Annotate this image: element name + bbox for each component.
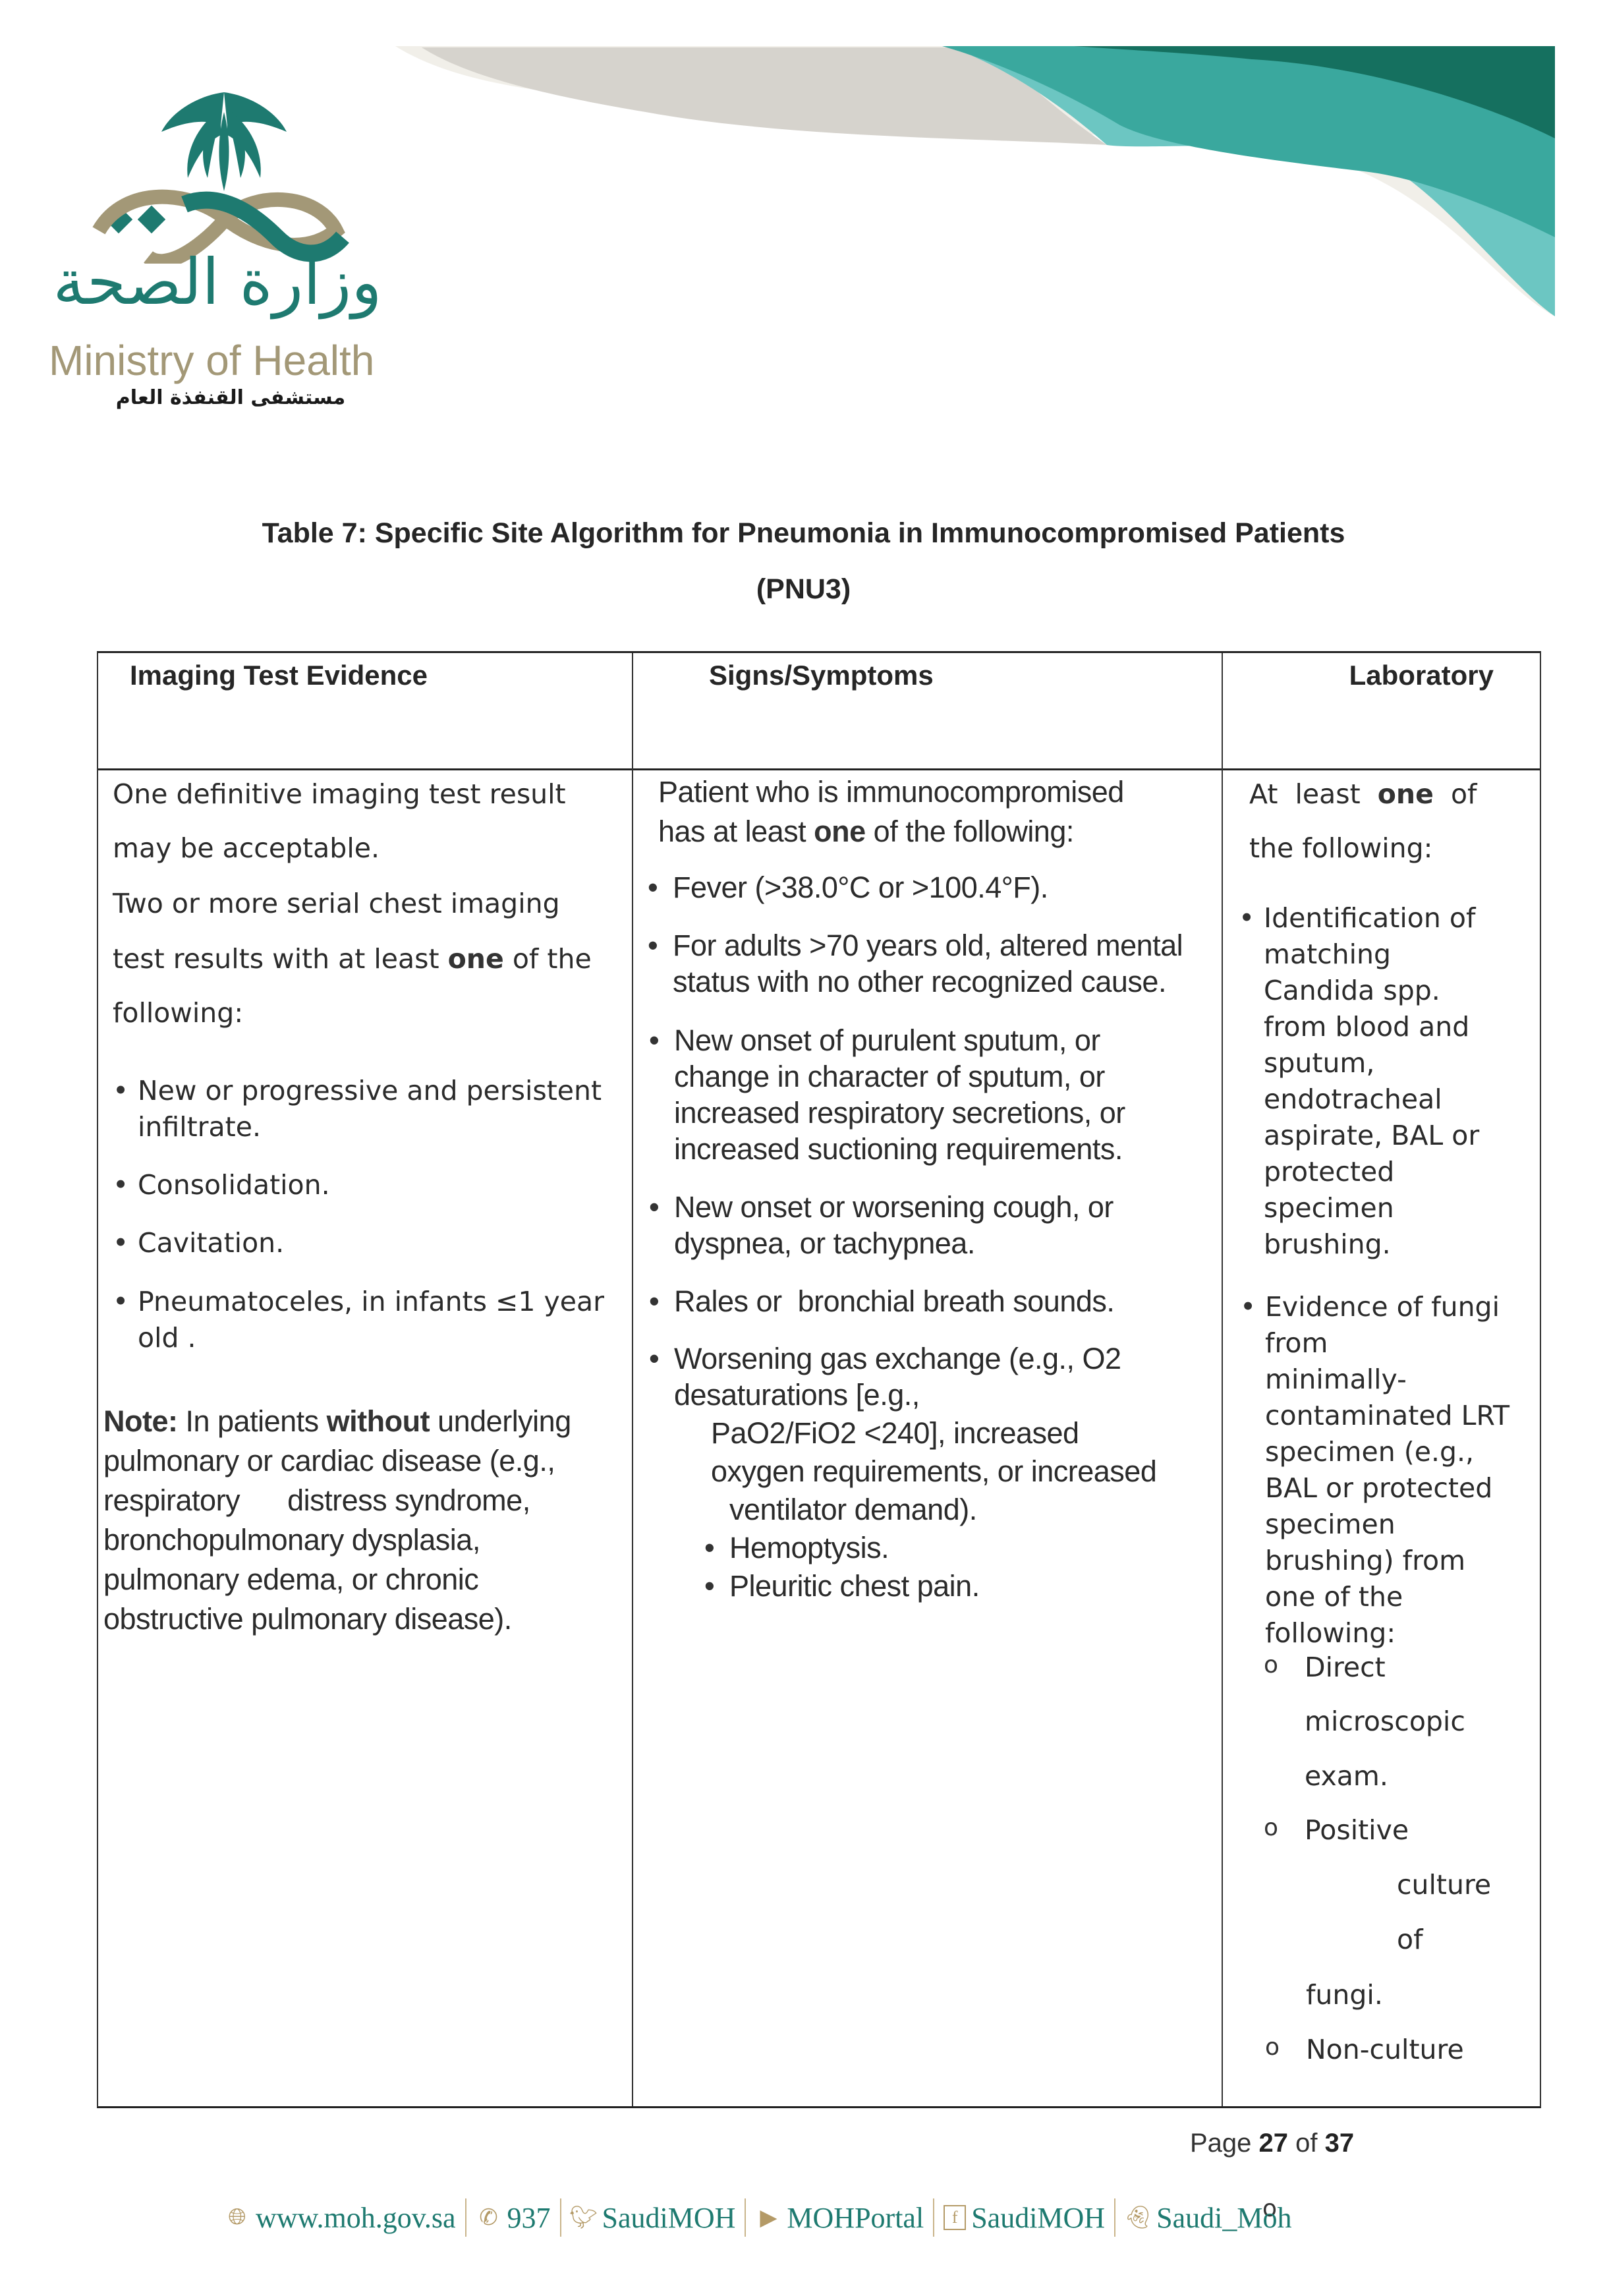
text: of the following: bbox=[865, 815, 1074, 848]
imaging-intro-line: One definitive imaging test result bbox=[113, 778, 566, 810]
lab-bullet-cont: endotracheal bbox=[1264, 1083, 1442, 1115]
lab-bullet-cont: protected bbox=[1264, 1156, 1395, 1188]
signs-bullet-cont: ventilator demand). bbox=[729, 1493, 977, 1526]
text: underlying bbox=[430, 1404, 571, 1438]
footer-snapchat[interactable] bbox=[1125, 2201, 1291, 2235]
text: 937 bbox=[507, 2201, 551, 2234]
lab-bullet-cont: from bbox=[1265, 1327, 1328, 1359]
note-line: obstructive pulmonary disease). bbox=[103, 1602, 512, 1636]
lab-bullet-cont: one of the bbox=[1265, 1581, 1403, 1613]
lab-bullet: • Evidence of fungi bbox=[1265, 1291, 1500, 1323]
facebook-icon: f bbox=[944, 2205, 966, 2230]
note-line: bronchopulmonary dysplasia, bbox=[103, 1523, 480, 1557]
signs-bullet: • New onset or worsening cough, or bbox=[674, 1190, 1114, 1224]
footer-phone[interactable] bbox=[476, 2201, 551, 2235]
lab-intro-line bbox=[1249, 778, 1477, 810]
text: At least bbox=[1249, 778, 1378, 810]
signs-bullet-cont: PaO2/FiO2 <240], increased bbox=[711, 1416, 1079, 1450]
imaging-bullet-cont: old . bbox=[138, 1322, 196, 1354]
text: of bbox=[1433, 778, 1477, 810]
signs-bullet: • For adults >70 years old, altered mental bbox=[673, 929, 1183, 963]
emphasis-one: one bbox=[1377, 778, 1434, 810]
palm-emblem-icon bbox=[86, 79, 362, 264]
lab-sub-item: o Positive bbox=[1305, 1814, 1409, 1846]
youtube-icon: ▶ bbox=[760, 2206, 777, 2230]
divider bbox=[465, 2198, 466, 2237]
signs-bullet: • Rales or bronchial breath sounds. bbox=[674, 1284, 1114, 1319]
lab-sub-item: o Non-culture bbox=[1306, 2034, 1464, 2065]
imaging-intro-line: may be acceptable. bbox=[113, 832, 380, 864]
lab-sub-item-cont: exam. bbox=[1305, 1760, 1388, 1792]
imaging-bullet: • New or progressive and persistent bbox=[138, 1075, 602, 1106]
signs-bullet-cont: increased suctioning requirements. bbox=[674, 1132, 1123, 1166]
lab-content bbox=[1223, 653, 1541, 2106]
header-imaging: Imaging Test Evidence bbox=[130, 660, 428, 691]
lab-sub-item-cont: of bbox=[1397, 1924, 1423, 1955]
logo-english-name: Ministry of Health bbox=[49, 337, 375, 384]
signs-bullet-cont: change in character of sputum, or bbox=[674, 1060, 1105, 1093]
logo-arabic-name: وزارة الصحة bbox=[53, 245, 382, 319]
column-imaging bbox=[98, 653, 632, 2106]
ministry-logo bbox=[40, 66, 409, 435]
footer-facebook[interactable] bbox=[944, 2201, 1105, 2235]
signs-bullet: • New onset of purulent sputum, or bbox=[674, 1023, 1100, 1058]
imaging-content bbox=[98, 653, 632, 2106]
lab-bullet-cont: minimally- bbox=[1265, 1363, 1407, 1395]
lab-bullet-cont: specimen (e.g., bbox=[1265, 1436, 1475, 1468]
footer-contact-bar bbox=[224, 2198, 1291, 2237]
signs-sub-bullet: • Hemoptysis. bbox=[729, 1531, 889, 1565]
divider bbox=[1114, 2198, 1115, 2237]
text: of bbox=[1288, 2129, 1325, 2158]
signs-bullet-cont: dyspnea, or tachypnea. bbox=[674, 1226, 975, 1260]
lab-sub-item-cont: fungi. bbox=[1306, 1979, 1383, 2011]
total-pages: 37 bbox=[1324, 2129, 1355, 2158]
signs-intro-line: Patient who is immunocompromised bbox=[658, 775, 1124, 809]
signs-bullet-cont: increased respiratory secretions, or bbox=[674, 1096, 1125, 1130]
snapchat-icon: 👻︎ bbox=[1123, 2206, 1152, 2230]
lab-sub-item: o Direct bbox=[1305, 1651, 1386, 1683]
lab-bullet-cont: brushing) from bbox=[1265, 1545, 1466, 1576]
header-swoosh-decoration bbox=[395, 40, 1555, 316]
signs-bullet: • Fever (>38.0°C or >100.4°F). bbox=[673, 871, 1048, 905]
globe-icon: 🌐︎ bbox=[228, 2205, 246, 2229]
note-line: pulmonary edema, or chronic bbox=[103, 1563, 479, 1596]
imaging-intro-line: Two or more serial chest imaging bbox=[113, 888, 560, 919]
text: MOHPortal bbox=[787, 2201, 924, 2234]
divider bbox=[933, 2198, 934, 2237]
imaging-intro-line: following: bbox=[113, 997, 244, 1029]
note-line: respiratory distress syndrome, bbox=[103, 1483, 530, 1517]
lab-bullet-cont: Candida spp. bbox=[1264, 975, 1440, 1006]
imaging-bullet: • Consolidation. bbox=[138, 1169, 330, 1201]
text: www.moh.gov.sa bbox=[256, 2201, 456, 2234]
divider bbox=[745, 2198, 746, 2237]
lab-bullet-cont: matching bbox=[1264, 938, 1392, 970]
signs-content bbox=[633, 653, 1222, 2106]
emphasis-one: one bbox=[447, 943, 504, 975]
note-line bbox=[103, 1404, 571, 1439]
text: of the bbox=[503, 943, 592, 975]
pnu3-criteria-table bbox=[97, 651, 1541, 2108]
lab-bullet-cont: aspirate, BAL or bbox=[1264, 1120, 1480, 1151]
text: Saudi_Moh bbox=[1156, 2201, 1292, 2234]
column-signs-symptoms bbox=[632, 653, 1222, 2106]
lab-bullet-cont: contaminated LRT bbox=[1265, 1400, 1510, 1431]
header-laboratory: Laboratory bbox=[1349, 660, 1494, 691]
lab-bullet-cont: brushing. bbox=[1264, 1228, 1391, 1260]
twitter-icon: 🐦︎ bbox=[569, 2206, 598, 2230]
lab-sub-item-cont: culture bbox=[1397, 1869, 1492, 1901]
footer-youtube[interactable] bbox=[755, 2201, 924, 2235]
lab-bullet-cont: sputum, bbox=[1264, 1047, 1375, 1079]
signs-bullet-cont: status with no other recognized cause. bbox=[673, 965, 1166, 998]
table-code: (PNU3) bbox=[756, 573, 851, 605]
footer-website[interactable] bbox=[224, 2201, 456, 2235]
emphasis-one: one bbox=[814, 815, 866, 848]
hospital-name: مستشفى القنفذة العام bbox=[115, 386, 346, 409]
signs-sub-bullet: • Pleuritic chest pain. bbox=[729, 1569, 980, 1603]
lab-bullet-cont: specimen bbox=[1265, 1508, 1396, 1540]
note-line: pulmonary or cardiac disease (e.g., bbox=[103, 1444, 555, 1478]
imaging-bullet: • Cavitation. bbox=[138, 1227, 284, 1259]
signs-intro-line bbox=[658, 815, 1074, 849]
lab-intro-line: the following: bbox=[1249, 832, 1433, 864]
emphasis-without: without bbox=[326, 1404, 430, 1438]
imaging-intro-line bbox=[113, 943, 592, 975]
divider bbox=[560, 2198, 561, 2237]
current-page: 27 bbox=[1258, 2129, 1289, 2158]
lab-bullet-cont: following: bbox=[1265, 1617, 1396, 1649]
text: In patients bbox=[177, 1404, 327, 1438]
lab-bullet-cont: specimen bbox=[1264, 1192, 1394, 1224]
text: has at least bbox=[658, 815, 814, 848]
text: SaudiMOH bbox=[602, 2201, 736, 2234]
text: Page bbox=[1190, 2129, 1259, 2158]
signs-bullet: • Worsening gas exchange (e.g., O2 bbox=[674, 1342, 1121, 1376]
imaging-bullet-cont: infiltrate. bbox=[138, 1111, 261, 1143]
signs-bullet-cont: oxygen requirements, or increased bbox=[711, 1454, 1157, 1488]
table-title: Table 7: Specific Site Algorithm for Pneumonia in Immunocompromised Patients bbox=[262, 517, 1345, 549]
footer-twitter[interactable] bbox=[571, 2201, 736, 2235]
phone-icon: ✆ bbox=[479, 2206, 498, 2230]
text: SaudiMOH bbox=[971, 2201, 1106, 2234]
text: test results with at least bbox=[113, 943, 448, 975]
lab-bullet-cont: from blood and bbox=[1264, 1011, 1470, 1043]
lab-bullet: • Identification of bbox=[1264, 902, 1475, 934]
imaging-bullet: • Pneumatoceles, in infants ≤1 year bbox=[138, 1286, 604, 1317]
lab-sub-item-cont: microscopic bbox=[1305, 1706, 1465, 1737]
header-signs-symptoms: Signs/Symptoms bbox=[709, 660, 934, 691]
column-laboratory bbox=[1222, 653, 1541, 2106]
signs-bullet-cont: desaturations [e.g., bbox=[674, 1378, 920, 1412]
lab-bullet-cont: BAL or protected bbox=[1265, 1472, 1493, 1504]
note-label: Note: bbox=[103, 1404, 178, 1438]
page-number bbox=[1190, 2129, 1354, 2158]
